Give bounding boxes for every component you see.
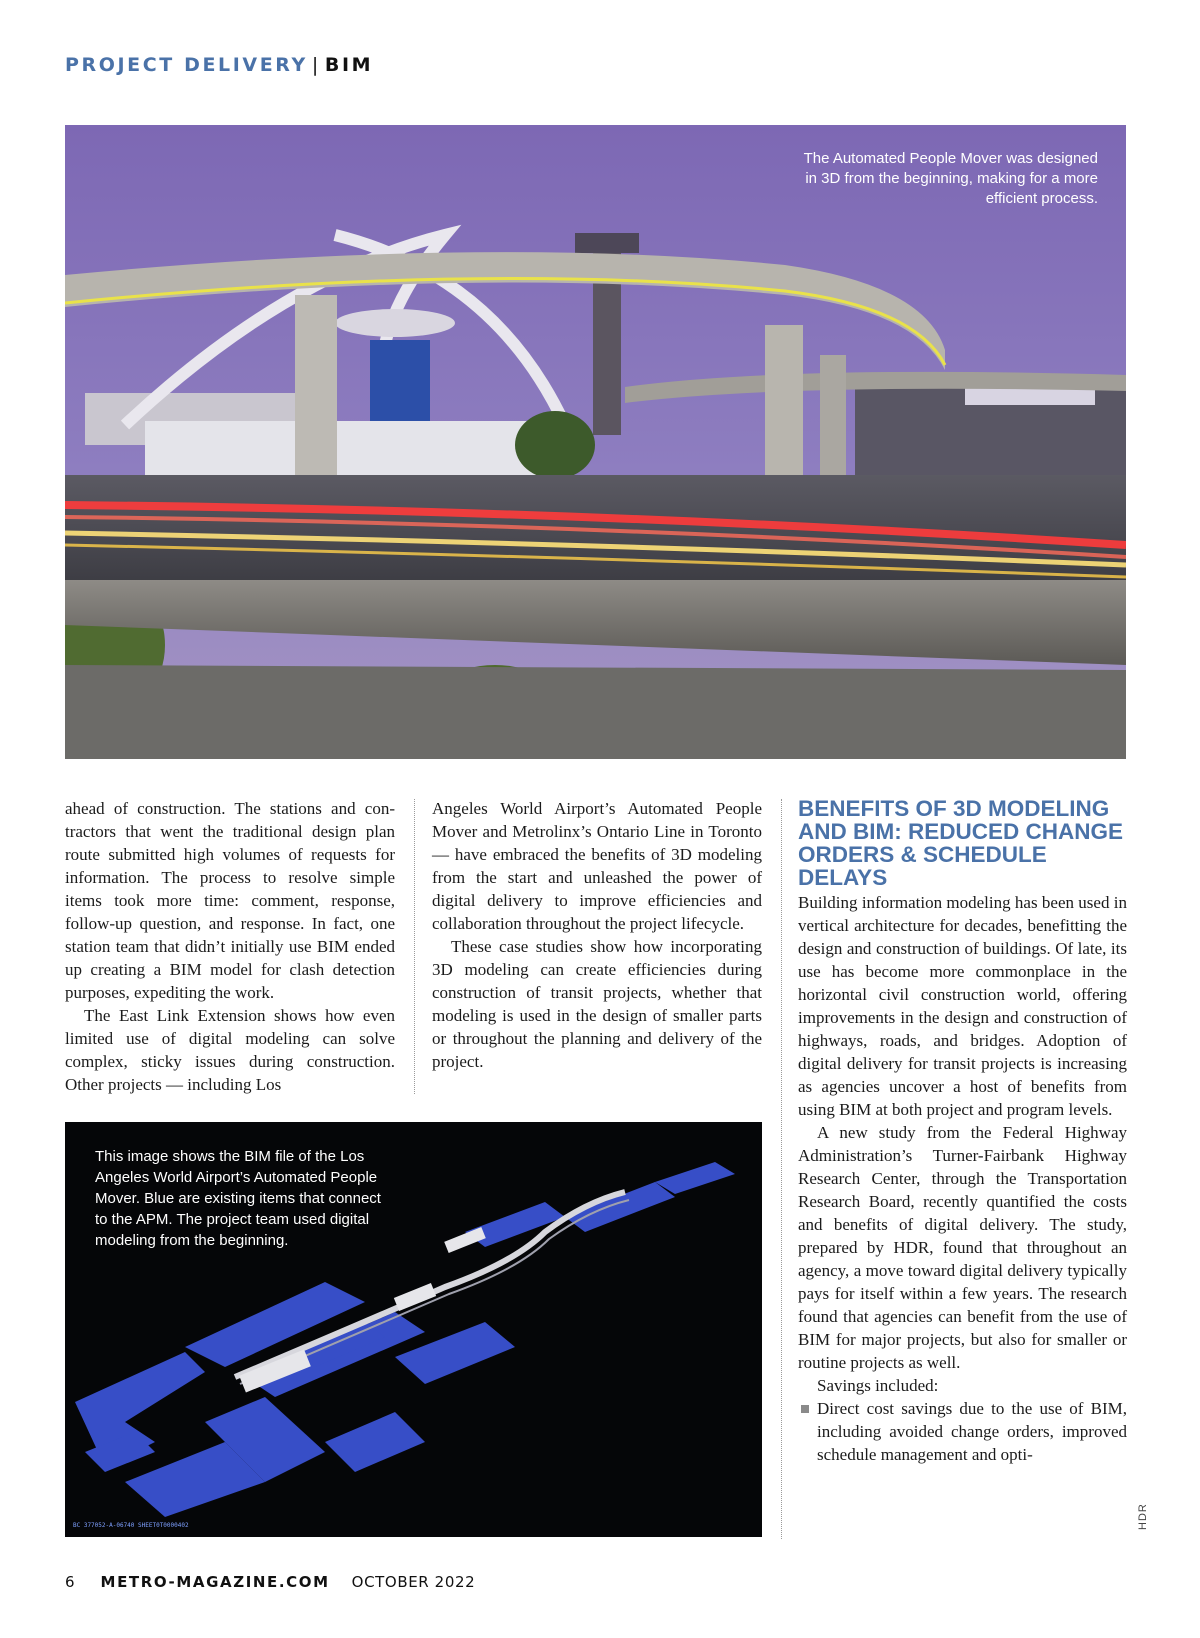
article-column-3 <box>798 797 1127 1466</box>
page-number: 6 <box>65 1573 75 1591</box>
column-rule-2 <box>781 799 782 1539</box>
column2-paragraph-2: These case studies show how incorporating 3D modeling can create efficiencies during construction of transit projects, whether that modeling is used in the design of smaller parts or throughout the planning and delivery of the project. <box>432 937 762 1071</box>
section-subhead: BENEFITS OF 3D MODELING AND BIM: REDUCED CHANGE ORDERS & SCHEDULE DELAYS <box>798 796 1123 890</box>
topic-label: BIM <box>324 54 374 76</box>
column1-paragraph-1: ahead of construction. The stations and contractors that went the traditional design plan route submitted high volumes of requests for information. The process to resolve simple items took more time: comment, response, follow-up question, and response. In fact, one station team that didn’t initially use BIM ended up creating a BIM model for clash detection purposes, expediting the work. <box>65 799 395 1002</box>
article-column-2 <box>432 797 762 1073</box>
section-header <box>65 54 373 76</box>
bullet-square-icon <box>801 1405 809 1413</box>
section-label: PROJECT DELIVERY <box>65 54 308 76</box>
bullet-text: Direct cost savings due to the use of BIM, including avoided change orders, improved schedule management and opti- <box>817 1399 1127 1464</box>
column1-paragraph-2: The East Link Extension shows how even limited use of digital modeling can solve complex, sticky issues during construction. Other projects — including Los <box>65 1006 395 1094</box>
footer-site: METRO-MAGAZINE.COM <box>100 1573 330 1591</box>
hero-caption: The Automated People Mover was designed in 3D from the beginning, making for a more efficient process. <box>803 150 1098 207</box>
photo-credit: HDR <box>1137 1503 1149 1530</box>
bim-file-stamp: BC 377052-A-06740 SHEET0T0000402 <box>73 1522 189 1529</box>
header-separator: | <box>311 54 321 76</box>
hero-photo <box>65 125 1126 759</box>
column2-paragraph-1: Angeles World Airport’s Automated People Mover and Metrolinx’s Ontario Line in Toronto — have embraced the benefits of 3D modeling from the start and unleashed the power of digital delivery to improve efficiencies and collaboration throughout the project lifecycle. <box>432 799 762 933</box>
lax-night-photo-illustration <box>65 125 1126 759</box>
column3-paragraph-3: Savings included: <box>817 1376 939 1395</box>
page-footer <box>65 1573 475 1591</box>
article-column-1 <box>65 797 395 1096</box>
footer-date: OCTOBER 2022 <box>351 1573 476 1591</box>
column-rule-1 <box>414 799 415 1094</box>
savings-bullet-1 <box>798 1397 1127 1466</box>
column3-paragraph-2: A new study from the Federal Highway Administration’s Turner-Fairbank Highway Research Center, through the Transportation Research Board, recently quantified the costs and benefits of digital delivery. The study, prepared by HDR, found that throughout an agency, a move toward digital delivery typically pays for itself within a few years. The research found that agencies can benefit from the use of BIM for major projects, but also for smaller or routine projects as well. <box>798 1123 1127 1372</box>
column3-paragraph-1: Building information modeling has been used in vertical architecture for decades, benefitting the design and construction of buildings. Of late, its use has become more commonplace in the horizontal civil construction world, offering improvements in the design and construction of highways, roads, and bridges. Adoption of digital delivery for transit projects is increasing as agencies uncover a host of benefits from using BIM at both project and program levels. <box>798 893 1127 1119</box>
bim-image-caption: This image shows the BIM file of the Los Angeles World Airport’s Automated People Mover. Blue are existing items that connect to the APM. The project team used digital modeling from the beginning. <box>95 1148 381 1249</box>
bim-model-image <box>65 1122 762 1537</box>
